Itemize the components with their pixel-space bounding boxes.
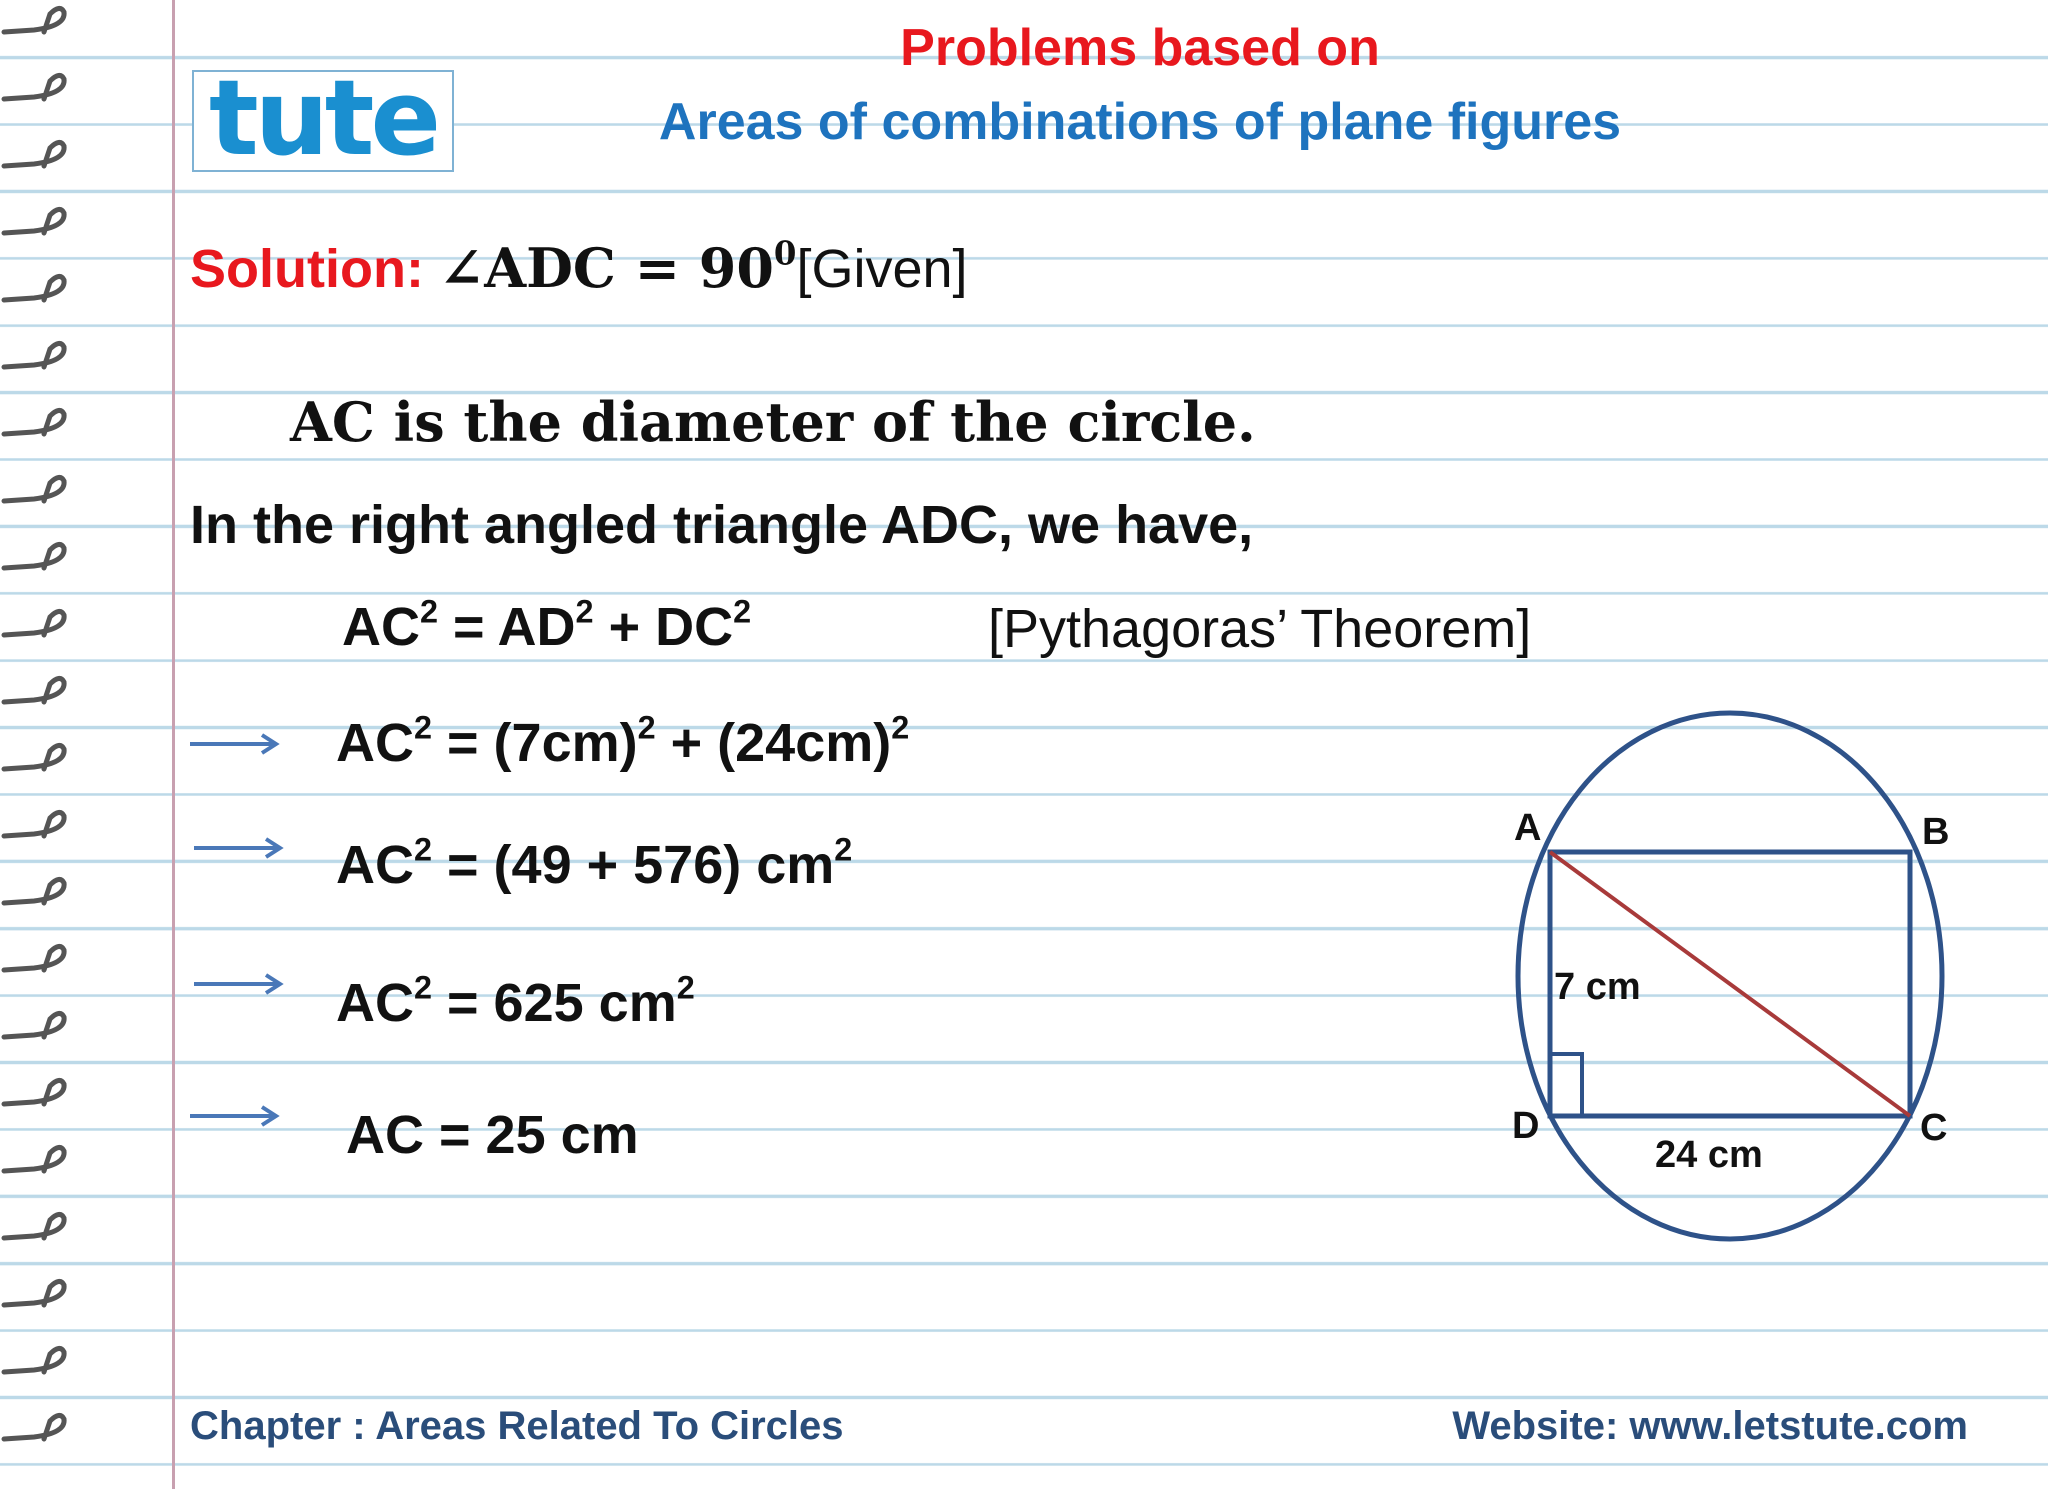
step-equation-2 xyxy=(336,709,910,774)
spiral-ring xyxy=(4,678,64,702)
eq-exponent: 2 xyxy=(834,831,853,868)
spiral-ring xyxy=(4,8,64,32)
eq-exponent: 2 xyxy=(637,709,656,746)
spiral-ring xyxy=(4,1348,64,1372)
eq-term: AC xyxy=(336,973,414,1033)
eq-term: AC xyxy=(336,835,414,895)
spiral-ring xyxy=(4,477,64,501)
spiral-ring xyxy=(4,544,64,568)
side-label-ad: 7 cm xyxy=(1554,966,1641,1008)
spiral-ring xyxy=(4,1013,64,1037)
degree-exponent: 0 xyxy=(773,234,797,273)
step-equation-1 xyxy=(342,593,752,658)
eq-term: = (49 + 576) cm xyxy=(432,835,835,895)
eq-term: = AD xyxy=(438,597,576,657)
solution-label: Solution: xyxy=(190,239,424,299)
vertex-label-b: B xyxy=(1922,811,1950,853)
footer-chapter: Chapter : Areas Related To Circles xyxy=(190,1404,844,1448)
spiral-ring xyxy=(4,879,64,903)
page-title-line1: Problems based on xyxy=(900,19,1380,77)
spiral-ring xyxy=(4,1080,64,1104)
spiral-ring xyxy=(4,410,64,434)
spiral-ring xyxy=(4,1415,64,1439)
solution-line xyxy=(190,236,968,300)
footer-website: Website: www.letstute.com xyxy=(1452,1404,1968,1448)
spiral-ring xyxy=(4,343,64,367)
eq-term: + DC xyxy=(593,597,734,657)
spiral-ring xyxy=(4,946,64,970)
eq-term: AC xyxy=(336,713,414,773)
right-angle-mark xyxy=(1550,1054,1582,1116)
spiral-ring xyxy=(4,142,64,166)
eq-exponent: 2 xyxy=(420,593,439,630)
pythagoras-note: [Pythagoras’ Theorem] xyxy=(988,599,1532,659)
spiral-ring xyxy=(4,1214,64,1238)
spiral-ring xyxy=(4,276,64,300)
spiral-ring xyxy=(4,1147,64,1171)
eq-exponent: 2 xyxy=(733,593,752,630)
tute-logo xyxy=(192,57,454,179)
eq-exponent: 2 xyxy=(414,709,433,746)
step-equation-3 xyxy=(336,831,853,896)
notebook-margin-line xyxy=(172,0,175,1489)
arrow-right-icon xyxy=(192,972,288,996)
arrow-right-icon xyxy=(188,732,284,756)
circle-rectangle-figure xyxy=(1490,700,1970,1260)
vertex-label-c: C xyxy=(1920,1107,1948,1149)
eq-exponent: 2 xyxy=(676,969,695,1006)
eq-term: = (7cm) xyxy=(432,713,638,773)
spiral-ring xyxy=(4,611,64,635)
eq-term: + (24cm) xyxy=(655,713,892,773)
spiral-ring xyxy=(4,812,64,836)
spiral-ring xyxy=(4,75,64,99)
given-note: [Given] xyxy=(796,239,968,299)
spiral-ring xyxy=(4,745,64,769)
solution-equation xyxy=(439,236,797,300)
arrow-right-icon xyxy=(192,836,288,860)
eq-term: = 625 cm xyxy=(432,973,677,1033)
eq-exponent: 2 xyxy=(891,709,910,746)
spiral-ring xyxy=(4,209,64,233)
page-title-line2: Areas of combinations of plane figures xyxy=(658,93,1622,151)
vertex-label-a: A xyxy=(1514,807,1542,849)
logo-text: tute xyxy=(208,57,437,179)
eq-exponent: 2 xyxy=(414,969,433,1006)
triangle-statement: In the right angled triangle ADC, we have, xyxy=(190,495,1254,555)
eq-exponent: 2 xyxy=(575,593,594,630)
angle-equation: ∠ADC = 90 xyxy=(438,236,774,300)
diameter-statement: AC is the diameter of the circle. xyxy=(290,390,1256,454)
arrow-right-icon xyxy=(188,1104,284,1128)
vertex-label-d: D xyxy=(1512,1105,1540,1147)
spiral-binding xyxy=(0,0,80,1489)
side-label-dc: 24 cm xyxy=(1655,1134,1763,1176)
spiral-ring xyxy=(4,1281,64,1305)
step-equation-5: AC = 25 cm xyxy=(346,1105,639,1165)
step-equation-4 xyxy=(336,969,695,1034)
eq-term: AC xyxy=(342,597,420,657)
eq-exponent: 2 xyxy=(414,831,433,868)
